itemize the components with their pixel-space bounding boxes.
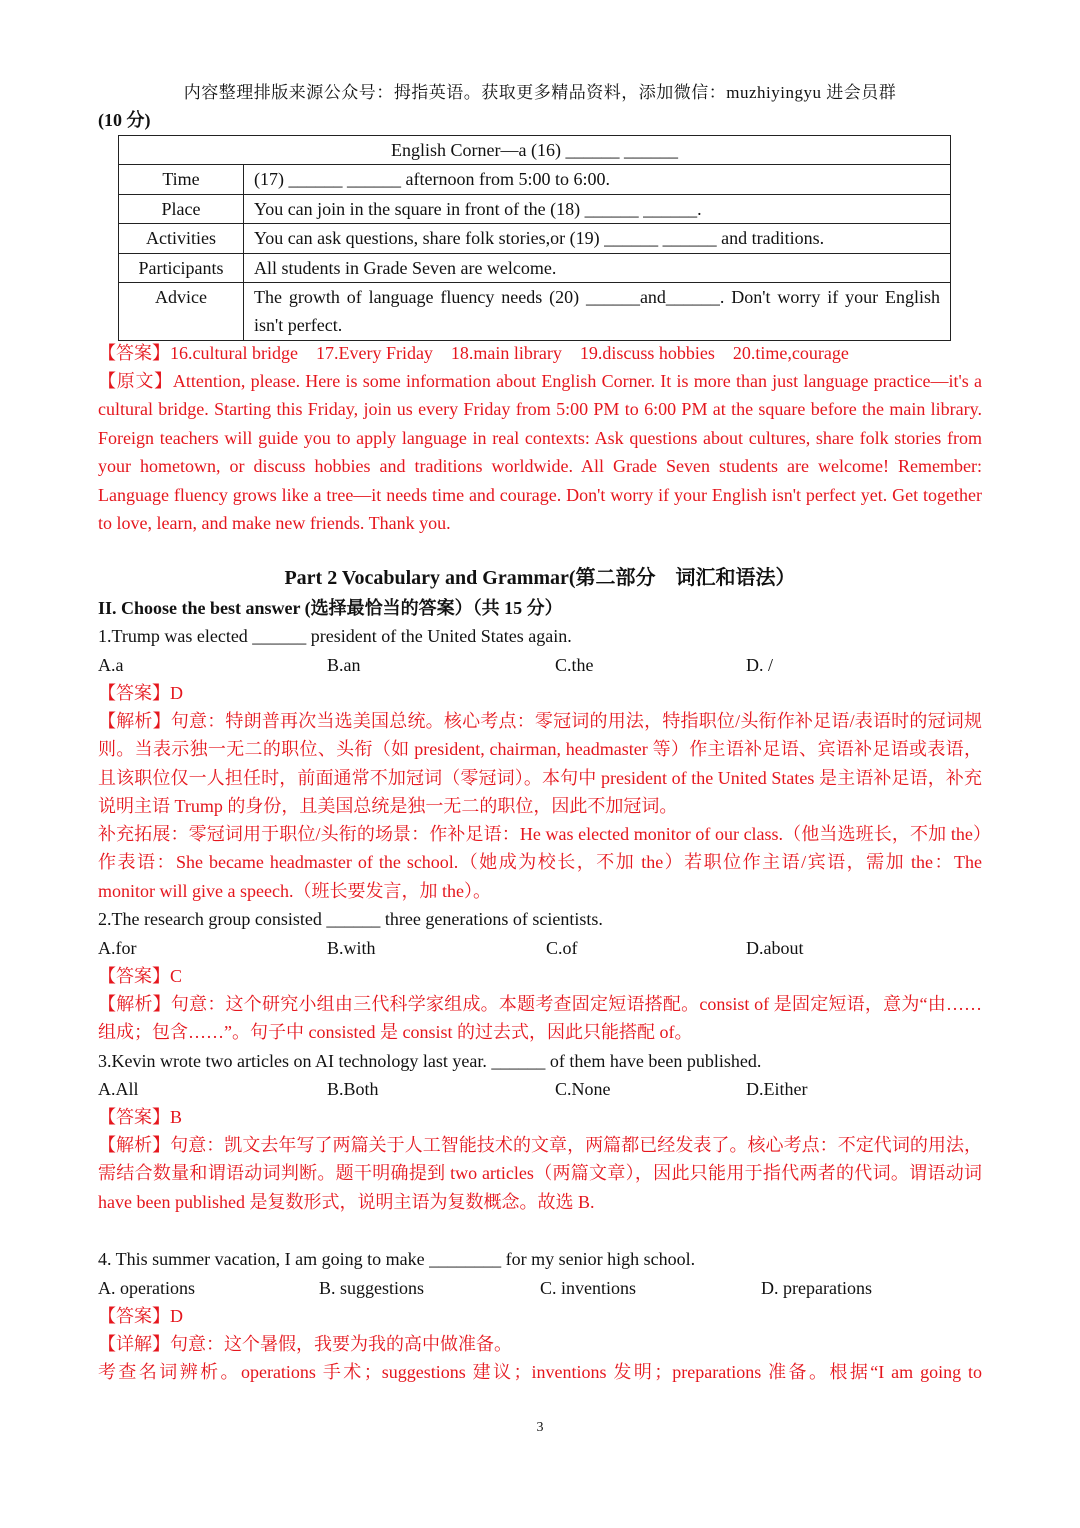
option-b: B. suggestions [319,1278,425,1298]
row-key: Advice [119,283,244,341]
row-value: You can join in the square in front of the (18) ______ ______. [244,194,951,223]
analysis: 【解析】句意：凯文去年写了两篇关于人工智能技术的文章，两篇都已经发表了。核心考点：不定代词的用法，需结合数量和谓语动词判断。题干明确提到 two articles（两篇文章），因此只能用于指代两者的代词。谓语动词 have been published 是复数形式，说明主语为复数概念。故选 B. [98,1135,982,1212]
option-a: A.for [98,938,137,958]
analysis: 【解析】句意：特朗普再次当选美国总统。核心考点：零冠词的用法，特指职位/头衔作补足语/表语时的冠词规则。当表示独一无二的职位、头衔（如 president, chairman, headmaster 等）作主语补足语、宾语补足语或表语，且该职位仅一人担任时，前面通常不加冠词（零冠词）。本句中 president of the United States 是主语补足语，补充说明主语 Trump 的身份，且美国总统是独一无二的职位，因此不加冠词。 [98,711,982,817]
english-corner-table [118,135,951,341]
option-c: C.None [555,1079,611,1099]
option-c: C. inventions [540,1278,637,1298]
answer: 【答案】C [98,966,183,986]
header-note: 内容整理排版来源公众号：拇指英语。获取更多精品资料，添加微信：muzhiyingyu 进会员群 [183,83,897,102]
option-a: A.a [98,655,124,675]
row-value: (17) ______ ______ afternoon from 5:00 to 6:00. [244,165,951,194]
score-label: (10 分) [98,110,151,130]
page-number: 3 [536,1420,544,1435]
row-value: You can ask questions, share folk stories,or (19) ______ ______ and traditions. [244,224,951,253]
part-title: Part 2 Vocabulary and Grammar(第二部分 词汇和语法） [284,567,796,589]
listening-answer: 【答案】16.cultural bridge 17.Every Friday 18.main library 19.discuss hobbies 20.time,courage [98,343,849,363]
question-stem: 4. This summer vacation, I am going to make ________ for my senior high school. [98,1249,696,1269]
table-row [119,224,951,253]
question-stem: 1.Trump was elected ______ president of the United States again. [98,626,572,646]
table-title: English Corner—a (16) ______ ______ [119,136,951,165]
option-d: D. preparations [761,1278,872,1298]
answer: 【答案】D [98,683,183,703]
option-d: D.about [746,938,804,958]
answer: 【答案】B [98,1107,183,1127]
option-a: A. operations [98,1278,195,1298]
analysis: 【详解】句意：这个暑假，我要为我的高中做准备。 [98,1334,512,1354]
option-b: B.with [327,938,376,958]
option-c: C.the [555,655,594,675]
option-a: A.All [98,1079,139,1099]
question-stem: 3.Kevin wrote two articles on AI technology last year. ______ of them have been published. [98,1051,762,1071]
table-row [119,194,951,223]
option-c: C.of [546,938,578,958]
row-key: Time [119,165,244,194]
option-b: B.Both [327,1079,379,1099]
option-d: D. / [746,655,773,675]
extension: 考查名词辨析。operations 手术；suggestions 建议；inventions 发明；preparations 准备。根据“I am going to [98,1362,982,1382]
table-row [119,283,951,341]
row-key: Activities [119,224,244,253]
original-text: 【原文】Attention, please. Here is some information about English Corner. It is more than just language practice—it's a cultural bridge. Starting this Friday, join us every Friday from 5:00 PM to 6:00 PM at the square before the main library. Foreign teachers will guide you to apply language in real contexts: Ask questions about cultures, share folk stories from your hometown, or discuss hobbies and traditions worldwide. All Grade Seven students are welcome! Remember: Language fluency grows like a tree—it needs time and courage. Don't worry if your English isn't perfect yet. Get together to love, learn, and make new friends. Thank you. [98,371,982,534]
row-key: Participants [119,253,244,282]
row-key: Place [119,194,244,223]
option-b: B.an [327,655,361,675]
section-title: II. Choose the best answer (选择最恰当的答案）（共 15 分） [98,598,563,618]
extension: 补充拓展：零冠词用于职位/头衔的场景：作补足语：He was elected monitor of our class.（他当选班长，不加 the）作表语：She became headmaster of the school.（她成为校长，不加 the）若职位作主语/宾语，需加 the：The monitor will give a speech.（班长要发言，加 the）。 [98,824,982,901]
row-value: The growth of language fluency needs (20) ______and______. Don't worry if your English isn't perfect. [244,283,951,341]
analysis: 【解析】句意：这个研究小组由三代科学家组成。本题考查固定短语搭配。consist of 是固定短语，意为“由……组成；包含……”。句子中 consisted 是 consist 的过去式，因此只能搭配 of。 [98,994,982,1043]
answer: 【答案】D [98,1306,183,1326]
option-d: D.Either [746,1079,808,1099]
table-row [119,165,951,194]
table-row [119,253,951,282]
row-value: All students in Grade Seven are welcome. [244,253,951,282]
question-stem: 2.The research group consisted ______ three generations of scientists. [98,909,603,929]
